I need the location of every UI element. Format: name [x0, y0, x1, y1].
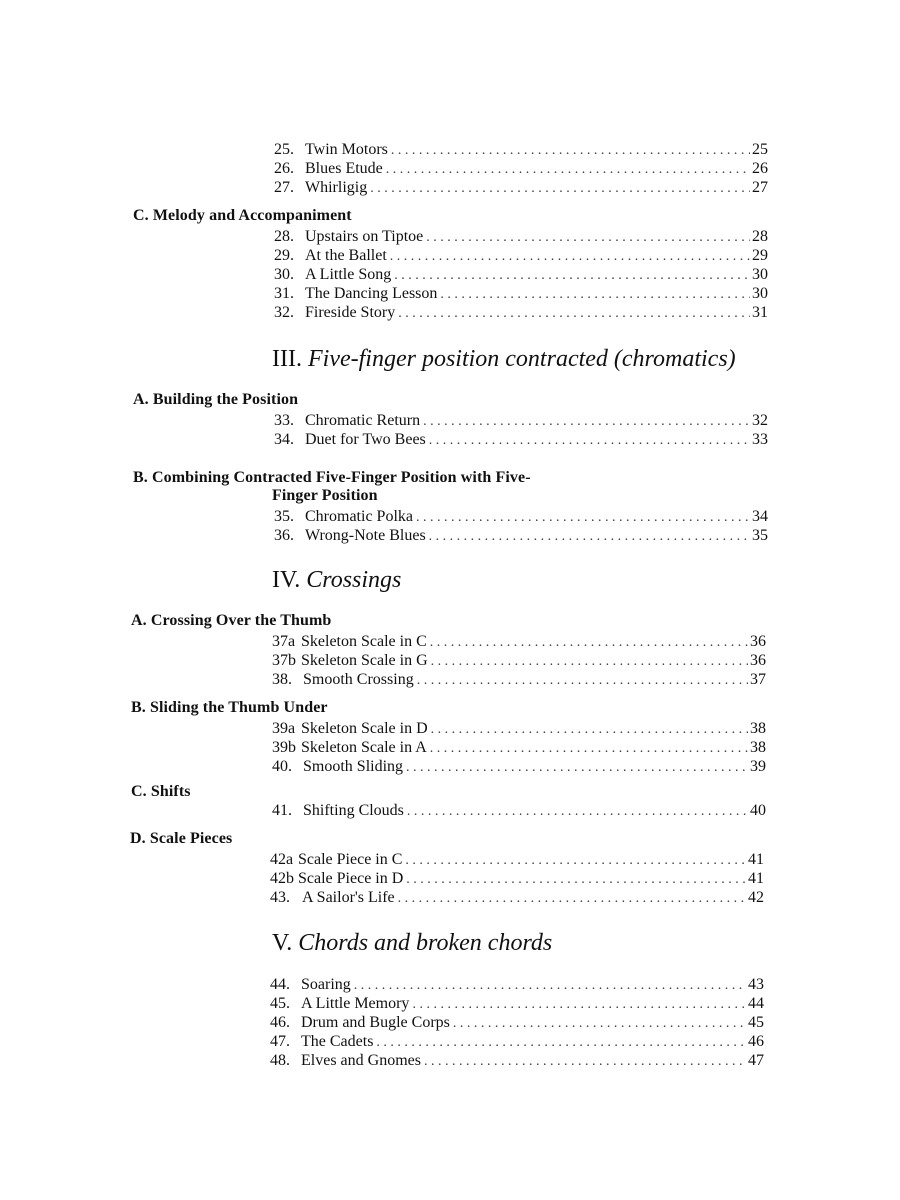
entry-title: Blues Etude: [305, 160, 383, 177]
dot-leader: [430, 739, 748, 758]
entry-page: 47: [748, 1052, 764, 1069]
entry-number: 43.: [270, 889, 290, 906]
entry-page: 33: [752, 431, 768, 448]
entry-number: 41.: [272, 802, 292, 819]
dot-leader: [386, 160, 750, 179]
toc-entry: [272, 738, 766, 758]
dot-leader: [398, 889, 746, 908]
entry-number: 33.: [274, 412, 294, 429]
dot-leader: [405, 851, 746, 870]
entry-title: Chromatic Polka: [305, 508, 413, 525]
entry-number: 39a: [272, 720, 296, 737]
chapter-number: V.: [272, 930, 293, 956]
toc-entry: [274, 178, 768, 198]
toc-entry: [274, 284, 768, 304]
toc-entry: [270, 1013, 764, 1033]
toc-entry: [274, 526, 768, 546]
toc-entry: [270, 994, 764, 1014]
entry-number: 48.: [270, 1052, 290, 1069]
chapter-number: IV.: [272, 567, 301, 593]
entry-title: A Sailor's Life: [302, 889, 395, 906]
toc-entry: [274, 227, 768, 247]
entry-page: 27: [752, 179, 768, 196]
section-heading-continued: Finger Position: [272, 487, 378, 504]
entry-title: Scale Piece in D: [298, 870, 404, 887]
entry-page: 25: [752, 141, 768, 158]
toc-entry: [270, 975, 764, 995]
dot-leader: [431, 720, 748, 739]
entry-page: 42: [748, 889, 764, 906]
entry-page: 30: [752, 266, 768, 283]
entry-page: 36: [750, 652, 766, 669]
entry-page: 38: [750, 720, 766, 737]
entry-number: 39b: [272, 739, 296, 756]
toc-entry: [270, 1032, 764, 1052]
toc-entry: [272, 632, 766, 652]
entry-number: 34.: [274, 431, 294, 448]
toc-entry: [270, 850, 764, 870]
entry-number: 40.: [272, 758, 292, 775]
entry-title: The Cadets: [301, 1033, 374, 1050]
entry-number: 37b: [272, 652, 296, 669]
entry-page: 38: [750, 739, 766, 756]
dot-leader: [417, 671, 748, 690]
entry-page: 29: [752, 247, 768, 264]
section-heading: B. Sliding the Thumb Under: [131, 699, 328, 716]
entry-number: 28.: [274, 228, 294, 245]
toc-entry: [274, 303, 768, 323]
dot-leader: [412, 995, 746, 1014]
entry-title: A Little Memory: [301, 995, 410, 1012]
entry-page: 34: [752, 508, 768, 525]
toc-entry: [272, 651, 766, 671]
section-heading: C. Melody and Accompaniment: [133, 207, 352, 224]
entry-page: 40: [750, 802, 766, 819]
dot-leader: [424, 1052, 746, 1071]
entry-title: Skeleton Scale in G: [301, 652, 428, 669]
entry-title: Shifting Clouds: [303, 802, 404, 819]
entry-title: Wrong-Note Blues: [305, 527, 426, 544]
entry-number: 42a: [270, 851, 294, 868]
dot-leader: [426, 228, 750, 247]
entry-title: Smooth Crossing: [303, 671, 414, 688]
toc-entry: [272, 670, 766, 690]
toc-entry: [274, 159, 768, 179]
entry-number: 42b: [270, 870, 294, 887]
entry-page: 30: [752, 285, 768, 302]
section-heading: C. Shifts: [131, 783, 191, 800]
entry-title: Skeleton Scale in A: [301, 739, 427, 756]
toc-entry: [272, 757, 766, 777]
entry-number: 32.: [274, 304, 294, 321]
chapter-title: Five-finger position contracted (chromatics): [307, 346, 736, 372]
dot-leader: [370, 179, 750, 198]
entry-page: 36: [750, 633, 766, 650]
chapter-heading: [272, 929, 552, 957]
entry-number: 26.: [274, 160, 294, 177]
entry-page: 44: [748, 995, 764, 1012]
entry-title: Fireside Story: [305, 304, 396, 321]
entry-title: Upstairs on Tiptoe: [305, 228, 424, 245]
toc-entry: [274, 411, 768, 431]
toc-entry: [272, 801, 766, 821]
entry-title: Elves and Gnomes: [301, 1052, 421, 1069]
chapter-title: Crossings: [306, 567, 402, 593]
entry-title: At the Ballet: [305, 247, 387, 264]
chapter-title: Chords and broken chords: [298, 930, 553, 956]
dot-leader: [440, 285, 750, 304]
entry-page: 46: [748, 1033, 764, 1050]
entry-page: 45: [748, 1014, 764, 1031]
section-heading: A. Crossing Over the Thumb: [131, 612, 332, 629]
entry-title: Scale Piece in C: [298, 851, 403, 868]
toc-entry: [274, 140, 768, 160]
entry-number: 45.: [270, 995, 290, 1012]
toc-entry: [274, 246, 768, 266]
dot-leader: [398, 304, 750, 323]
entry-number: 30.: [274, 266, 294, 283]
dot-leader: [430, 633, 748, 652]
entry-title: Soaring: [301, 976, 351, 993]
toc-entry: [270, 1051, 764, 1071]
entry-number: 47.: [270, 1033, 290, 1050]
dot-leader: [354, 976, 746, 995]
dot-leader: [390, 247, 750, 266]
entry-page: 35: [752, 527, 768, 544]
toc-entry: [274, 507, 768, 527]
entry-number: 36.: [274, 527, 294, 544]
dot-leader: [423, 412, 750, 431]
toc-entry: [274, 265, 768, 285]
entry-page: 32: [752, 412, 768, 429]
entry-title: Duet for Two Bees: [305, 431, 426, 448]
chapter-heading: [272, 566, 401, 594]
entry-page: 41: [748, 851, 764, 868]
entry-number: 46.: [270, 1014, 290, 1031]
entry-number: 31.: [274, 285, 294, 302]
dot-leader: [453, 1014, 746, 1033]
dot-leader: [429, 431, 750, 450]
dot-leader: [406, 758, 748, 777]
entry-number: 29.: [274, 247, 294, 264]
entry-page: 37: [750, 671, 766, 688]
entry-page: 31: [752, 304, 768, 321]
entry-title: Skeleton Scale in C: [301, 633, 427, 650]
dot-leader: [406, 870, 746, 889]
entry-title: Drum and Bugle Corps: [301, 1014, 450, 1031]
entry-number: 27.: [274, 179, 294, 196]
toc-entry: [272, 719, 766, 739]
dot-leader: [376, 1033, 746, 1052]
toc-entry: [274, 430, 768, 450]
dot-leader: [407, 802, 748, 821]
entry-title: Skeleton Scale in D: [301, 720, 428, 737]
dot-leader: [394, 266, 750, 285]
entry-number: 35.: [274, 508, 294, 525]
entry-page: 43: [748, 976, 764, 993]
entry-title: Twin Motors: [305, 141, 388, 158]
entry-title: Smooth Sliding: [303, 758, 404, 775]
entry-number: 37a: [272, 633, 296, 650]
entry-title: A Little Song: [305, 266, 392, 283]
entry-page: 26: [752, 160, 768, 177]
entry-page: 28: [752, 228, 768, 245]
entry-title: The Dancing Lesson: [305, 285, 438, 302]
section-heading: D. Scale Pieces: [130, 830, 233, 847]
chapter-number: III.: [272, 346, 302, 372]
entry-title: Chromatic Return: [305, 412, 421, 429]
entry-page: 41: [748, 870, 764, 887]
entry-title: Whirligig: [305, 179, 368, 196]
entry-number: 25.: [274, 141, 294, 158]
section-heading: B. Combining Contracted Five-Finger Position with Five-: [133, 469, 531, 486]
entry-number: 44.: [270, 976, 290, 993]
toc-entry: [270, 869, 764, 889]
section-heading: A. Building the Position: [133, 391, 299, 408]
chapter-heading: [272, 345, 736, 373]
toc-entry: [270, 888, 764, 908]
dot-leader: [431, 652, 748, 671]
dot-leader: [429, 527, 750, 546]
entry-page: 39: [750, 758, 766, 775]
dot-leader: [416, 508, 750, 527]
dot-leader: [391, 141, 750, 160]
entry-number: 38.: [272, 671, 292, 688]
